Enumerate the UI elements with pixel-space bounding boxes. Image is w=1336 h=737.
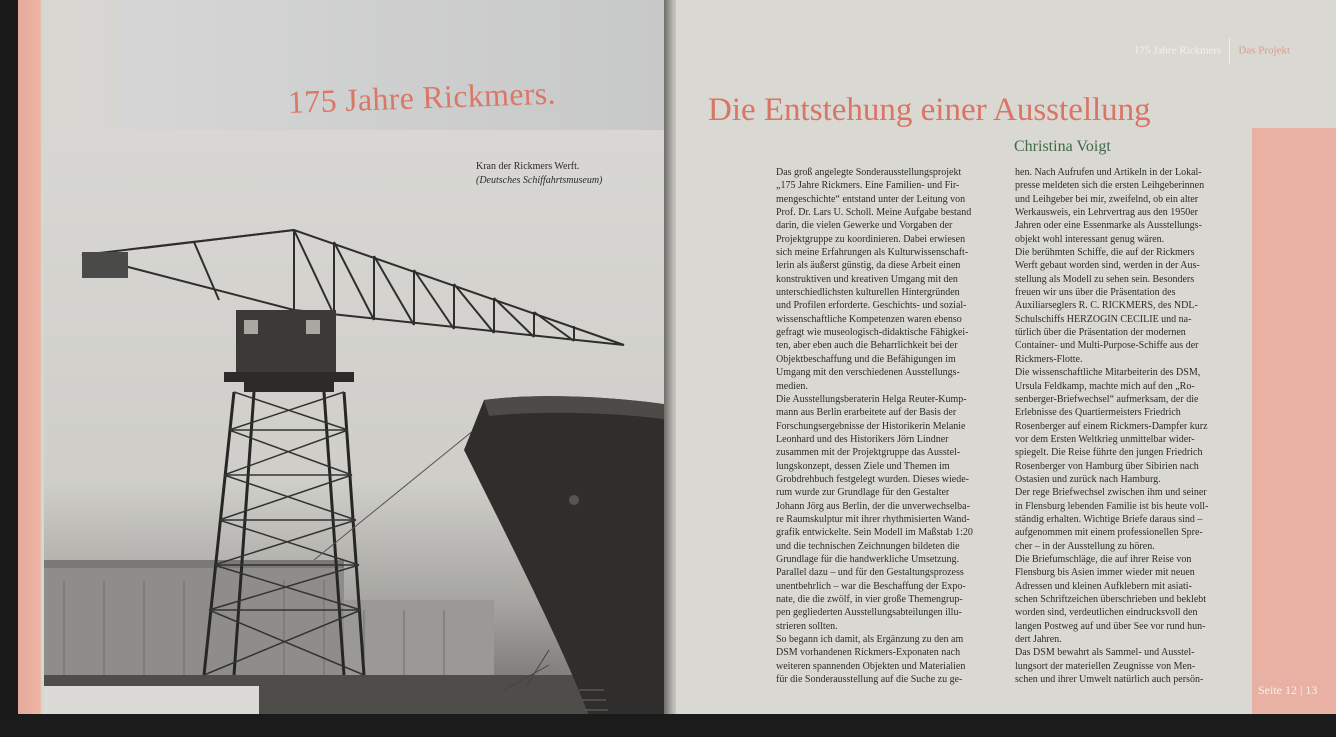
text-line: nate, die die zwölf, in vier große Themengrup- [776, 594, 963, 605]
article-title: Die Entstehung einer Ausstellung [708, 92, 1151, 128]
text-line: Johann Jörg aus Berlin, der die unverwechselba- [776, 500, 970, 512]
text-line: vor dem Ersten Weltkrieg unmittelbar wider- [1015, 433, 1195, 445]
text-line: Flensburg bis Asien immer wieder mit neuen [1015, 567, 1195, 579]
text-line: langen Postweg auf und über See vor rund hun- [1015, 620, 1206, 632]
text-line: presse meldeten sich die ersten Leihgeberinnen [1015, 180, 1205, 192]
text-line: gefragt wie museologisch-didaktische Fähigkei- [776, 327, 969, 339]
text-line: cher – in der Ausstellung zu hören. [1015, 540, 1155, 552]
text-line: re Raumskulptur mit ihrer rhythmisierten Wand- [776, 513, 970, 525]
text-line: Parallel dazu – und für den Gestaltungsprozess [776, 567, 964, 579]
text-line: Container- und Multi-Purpose-Schiffe aus der [1015, 340, 1199, 352]
text-line: mengeschichte“ entstand unter der Leitung von [776, 193, 966, 205]
text-line: Prof. Dr. Lars U. Scholl. Meine Aufgabe bestand [776, 207, 972, 219]
text-line: Adressen und kleinen Aufklebern mit asiati- [1015, 580, 1192, 592]
caption-credit: (Deutsches Schiffahrtsmuseum) [476, 175, 603, 186]
text-line: senberger-Briefwechsel“ aufmerksam, der die [1015, 393, 1199, 405]
text-line: Die wissenschaftliche Mitarbeiterin des DSM, [1015, 367, 1201, 379]
text-line: ten, aber eben auch die Beharrlichkeit bei der [776, 340, 958, 352]
crane-ship-photo [44, 130, 670, 716]
article-author: Christina Voigt [1014, 138, 1111, 155]
text-line: spiegelt. Die Reise führte den jungen Friedrich [1015, 447, 1203, 459]
text-line: Werkausweis, ein Lehrvertrag aus den 1950er [1015, 207, 1199, 219]
text-line: Werft gebaut worden sind, werden in der Aus- [1015, 260, 1200, 272]
header-current: Das Projekt [1238, 44, 1291, 57]
text-line: Rickmers-Flotte. [1015, 353, 1083, 365]
text-line: Der rege Briefwechsel zwischen ihm und seiner [1015, 487, 1207, 499]
text-line: Leonhard und des Historikers Jörn Lindner [776, 433, 949, 445]
photo-caption [476, 160, 646, 188]
text-line: in Flensburg lebenden Familie ist bis heute voll- [1015, 500, 1209, 512]
text-line: aufgenommen mit einem professionellen Spre- [1015, 527, 1203, 539]
bottom-edge [0, 714, 1336, 737]
text-line: Ursula Feldkamp, machte mich auf den „Ro- [1015, 380, 1195, 392]
text-line: hen. Nach Aufrufen und Artikeln in der Lokal- [1015, 167, 1202, 178]
text-line: zusammen mit der Projektgruppe das Ausstel- [776, 447, 961, 459]
caption-text: Kran der Rickmers Werft. [476, 161, 580, 172]
text-line: Objektbeschaffung und die Befähigungen im [776, 353, 956, 365]
crane-ship-illustration [44, 130, 670, 716]
text-line: darin, die vielen Gewerke und Vorgaben der [776, 220, 953, 232]
text-line: Schulschiffs HERZOGIN CECILIE und na- [1015, 313, 1192, 325]
text-column-1 [776, 166, 1006, 686]
left-page-title: 175 Jahre Rickmers. [287, 74, 557, 120]
right-page [676, 0, 1336, 714]
text-line: Die Briefumschläge, die auf ihrer Reise von [1015, 553, 1192, 565]
text-line: stellung als Modell zu sehen sein. Besonders [1015, 273, 1195, 285]
text-line: Jahren oder eine Essenmarke als Ausstellungs- [1015, 220, 1202, 232]
text-line: So begann ich damit, als Ergänzung zu den am [776, 634, 964, 646]
text-line: Grobdrehbuch festgelegt wurden. Dieses wiede- [776, 473, 969, 485]
text-line: Rosenberger auf einem Rickmers-Dampfer kurz [1015, 420, 1208, 432]
text-line: grafik entwickelte. Sein Modell im Maßstab 1:20 [776, 527, 973, 539]
text-line: lungskonzept, dessen Ziele und Themen im [776, 460, 950, 472]
text-line: und Leihgeber bei mir, zweifelnd, ob ein alter [1015, 193, 1199, 205]
text-line: Grundlage für die handwerkliche Umsetzung. [776, 553, 959, 565]
text-line: und Profilen erforderte. Geschichts- und sozial- [776, 300, 967, 312]
text-line: Erlebnisse des Quartiermeisters Friedrich [1015, 407, 1181, 419]
text-line: strieren sollten. [776, 620, 838, 632]
text-line: Das groß angelegte Sonderausstellungsprojekt [776, 167, 962, 178]
running-header [1134, 38, 1290, 64]
text-line: unentbehrlich – war die Beschaffung der Expo- [776, 580, 966, 592]
text-line: Auxiliarseglers R. C. RICKMERS, des NDL- [1015, 300, 1198, 312]
header-section: 175 Jahre Rickmers [1134, 44, 1222, 57]
text-line: lerin als äußerst günstig, da diese Arbeit einen [776, 260, 961, 272]
text-line: Forschungsergebnisse der Historikerin Melanie [776, 420, 966, 432]
text-line: ständig erhalten. Wichtige Briefe daraus sind – [1015, 513, 1203, 525]
text-line: sich meine Erfahrungen als Kulturwissenschaft- [776, 247, 969, 259]
text-line: konstruktiven und kreativen Umgang mit den [776, 273, 958, 285]
text-line: lungsort der materiellen Zeugnisse von Men- [1015, 660, 1196, 672]
text-line: Ostasien und zurück nach Hamburg. [1015, 473, 1161, 485]
left-page [18, 0, 670, 716]
text-line: Umgang mit den verschiedenen Ausstellungs- [776, 367, 960, 379]
text-line: türlich über die Präsentation der modernen [1015, 327, 1186, 339]
text-line: objekt wohl interessant genug wären. [1015, 233, 1165, 245]
header-divider [1229, 38, 1230, 64]
text-line: Die berühmten Schiffe, die auf der Rickmers [1015, 247, 1195, 259]
text-line: DSM vorhandenen Rickmers-Exponaten nach [776, 647, 961, 659]
text-line: Rosenberger von Hamburg über Sibirien nach [1015, 460, 1199, 472]
text-line: dert Jahren. [1015, 634, 1062, 646]
text-line: Das DSM bewahrt als Sammel- und Ausstel- [1015, 647, 1195, 659]
text-line: freuen wir uns über die Präsentation des [1015, 287, 1176, 299]
text-line: rum wurde zur Grundlage für den Gestalter [776, 487, 950, 499]
text-line: schen und ihrer Umwelt natürlich auch persön- [1015, 674, 1204, 686]
text-line: wissenschaftliche Kompetenzen waren ebenso [776, 313, 962, 325]
text-column-2 [1015, 166, 1245, 686]
text-line: für die Sonderausstellung auf die Suche zu ge- [776, 674, 963, 686]
text-line: „175 Jahre Rickmers. Eine Familien- und Fir- [776, 180, 960, 192]
text-line: Die Ausstellungsberaterin Helga Reuter-Kump- [776, 393, 967, 405]
text-line: mann aus Berlin erarbeitete auf der Basis der [776, 407, 957, 419]
text-line: medien. [776, 380, 808, 392]
text-line: und die technischen Zeichnungen bildeten die [776, 540, 960, 552]
text-line: unterschiedlichsten kulturellen Hintergründen [776, 287, 960, 299]
text-line: pen gegliederten Ausstellungsabteilungen illu- [776, 607, 962, 619]
page-number: Seite 12 | 13 [1258, 683, 1318, 697]
text-line: Projektgruppe zu koordinieren. Dabei erwiesen [776, 233, 966, 245]
text-line: worden sind, verdeutlichen eindrucksvoll den [1015, 607, 1198, 619]
text-line: weiteren spannenden Objekten und Materialien [776, 660, 966, 672]
pink-margin-strip [1252, 128, 1336, 714]
text-line: schen Schriftzeichen überschrieben und beklebt [1015, 594, 1207, 605]
